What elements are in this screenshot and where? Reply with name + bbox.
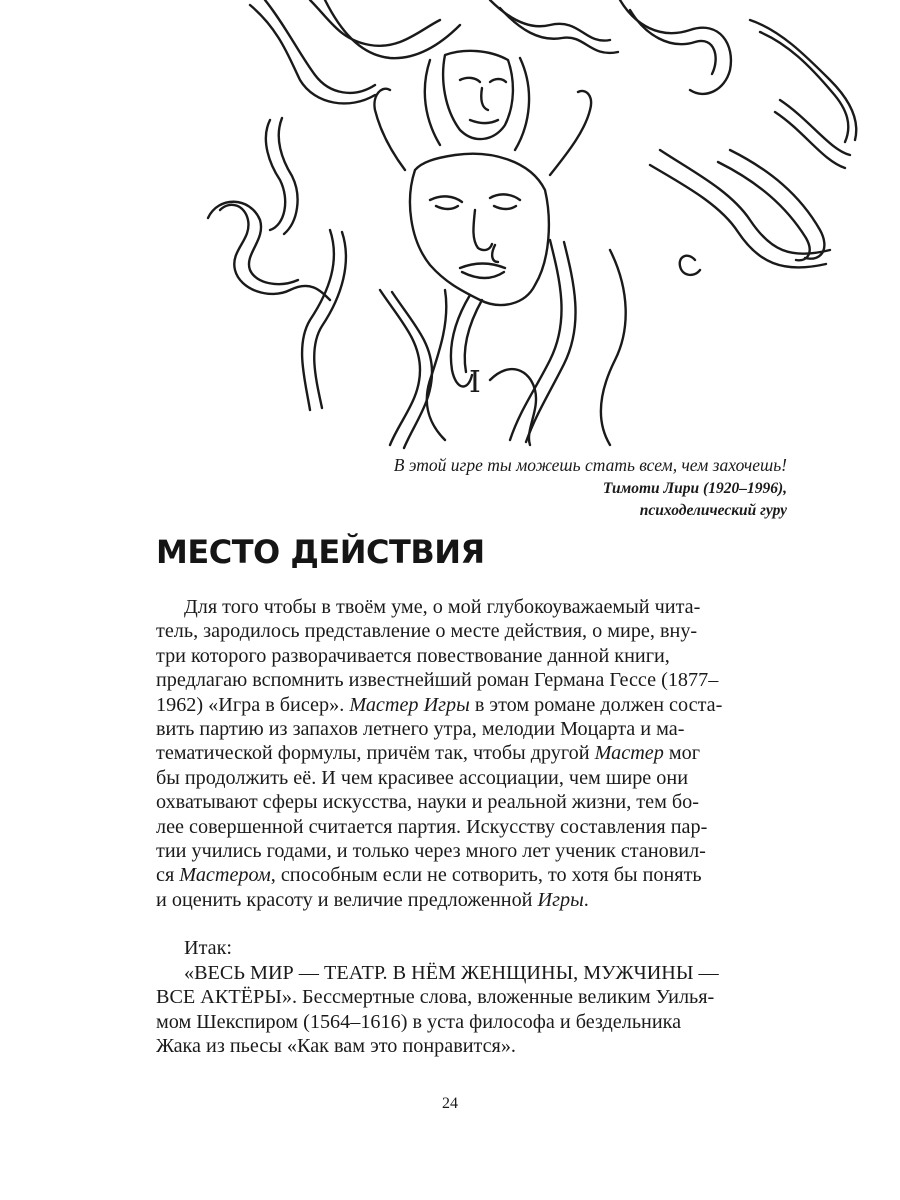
page-number: 24 — [442, 1095, 458, 1112]
text-run: в этом романе должен соста- — [469, 693, 723, 716]
epigraph — [394, 452, 787, 522]
emphasis: Мастер Игры — [349, 693, 470, 716]
text-line: тель, зародилось представление о месте действия, о мире, вну- — [156, 620, 698, 643]
text-line: мом Шекспиром (1564–1616) в уста философа и бездельника — [156, 1010, 682, 1033]
text-line: тии учились годами, и только через много лет ученик становил- — [156, 840, 706, 863]
emphasis: Мастер — [594, 742, 664, 765]
text-line — [156, 741, 788, 765]
upper-face — [425, 51, 529, 150]
medusa-head-illustration — [190, 0, 870, 450]
text-line — [156, 693, 788, 717]
text-line: Итак: — [184, 937, 233, 960]
text-line: предлагаю вспомнить известнейший роман Германа Гессе (1877– — [156, 669, 719, 692]
chapter-title: МЕСТО ДЕЙСТВИЯ — [156, 533, 485, 571]
text-run: и оценить красоту и величие предложенной — [156, 888, 538, 911]
text-run: . — [583, 888, 589, 911]
text-run: ся — [156, 864, 180, 887]
main-face — [374, 89, 591, 387]
text-line: лее совершенной считается партия. Искусству составления пар- — [156, 815, 708, 838]
text-run: тематической формулы, причём так, чтобы другой — [156, 742, 595, 765]
chapter-numeral: I — [469, 365, 481, 400]
text-line: ВСЕ АКТЁРЫ». Бессмертные слова, вложенные великим Уилья- — [156, 986, 715, 1009]
text-line: Для того чтобы в твоём уме, о мой глубокоуважаемый чита- — [184, 596, 701, 618]
text-run: мог — [663, 742, 701, 765]
emphasis: Мастером — [179, 864, 271, 887]
text-line — [156, 888, 788, 912]
text-line — [156, 863, 788, 887]
text-line: бы продолжить её. И чем красивее ассоциации, чем шире они — [156, 766, 689, 789]
epigraph-author: Тимоти Лири (1920–1996), — [602, 480, 787, 497]
tentacle-strokes — [208, 0, 856, 448]
emphasis: Игры — [537, 888, 584, 911]
epigraph-author-description: психоделический гуру — [639, 502, 787, 519]
epigraph-quote: В этой игре ты можешь стать всем, чем захочешь! — [393, 455, 787, 475]
paragraph-2 — [156, 936, 788, 1058]
paragraph-gap — [156, 912, 788, 936]
text-run: , способным если не сотворить, то хотя бы понять — [270, 864, 702, 887]
text-line: вить партию из запахов летнего утра, мелодии Моцарта и ма- — [156, 718, 685, 741]
text-line: «ВЕСЬ МИР — ТЕАТР. В НЁМ ЖЕНЩИНЫ, МУЖЧИНЫ — — [184, 961, 719, 984]
body-text — [156, 595, 788, 1058]
text-line: охватывают сферы искусства, науки и реальной жизни, тем бо- — [156, 791, 700, 814]
text-line: три которого разворачивается повествование данной книги, — [156, 644, 670, 667]
paragraph-1 — [156, 595, 788, 912]
text-run: 1962) «Игра в бисер». — [156, 693, 350, 716]
text-line: Жака из пьесы «Как вам это понравится». — [156, 1034, 516, 1057]
